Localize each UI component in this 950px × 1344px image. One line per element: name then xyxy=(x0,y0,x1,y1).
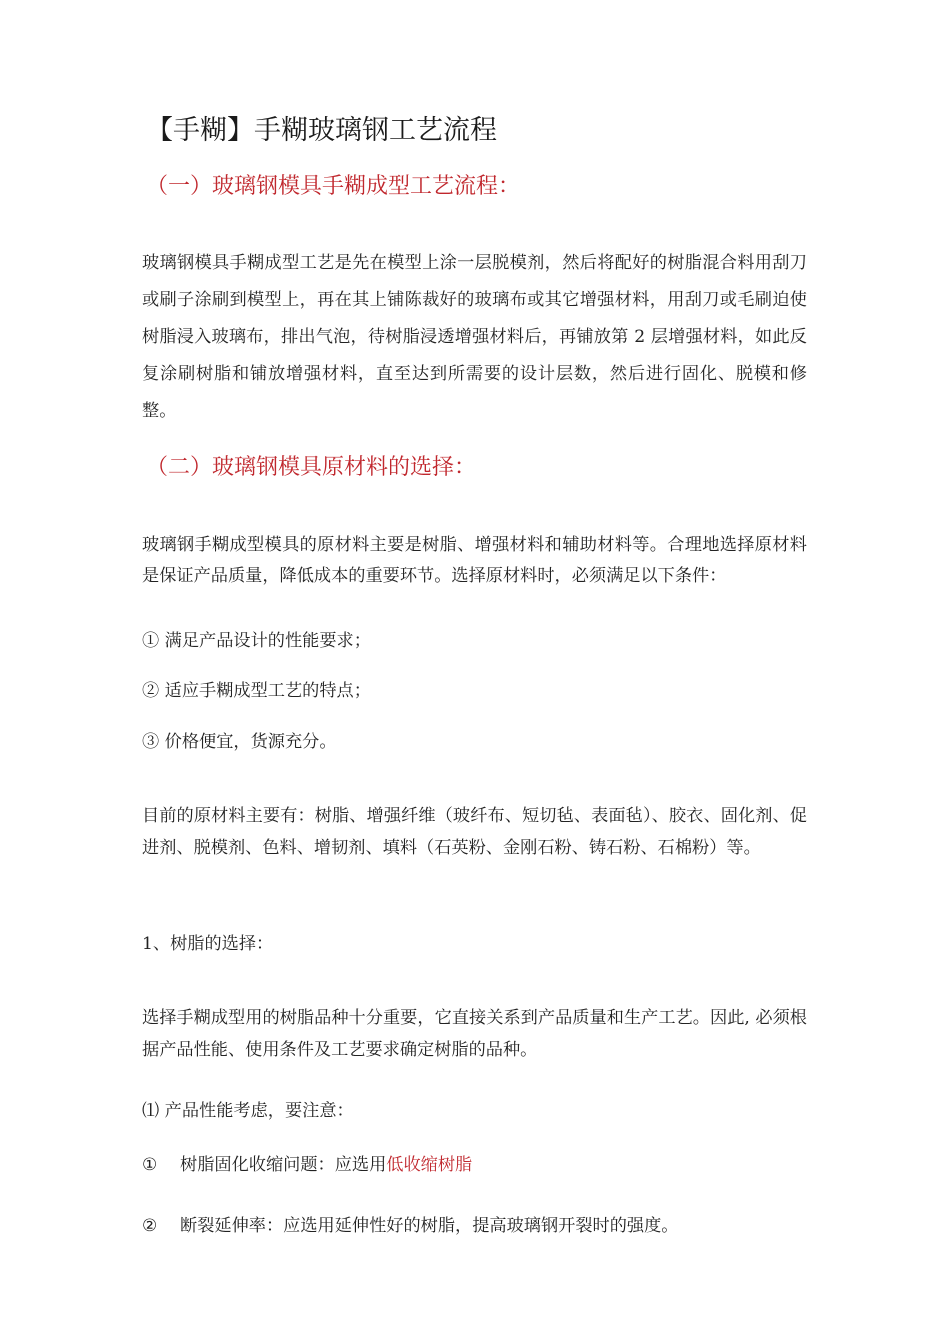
product-performance-subheading: ⑴ 产品性能考虑，要注意： xyxy=(142,1101,354,1121)
item-2-number: ② xyxy=(142,1216,158,1236)
performance-item-2 xyxy=(142,1211,678,1241)
item-1-text: 树脂固化收缩问题：应选用 xyxy=(180,1155,387,1175)
section-2-heading: （二）玻璃钢模具原材料的选择： xyxy=(146,455,477,480)
condition-1: ① 满足产品设计的性能要求； xyxy=(142,631,371,651)
section-2-intro: 玻璃钢手糊成型模具的原材料主要是树脂、增强材料和辅助材料等。合理地选择原材料是保证产品质量，降低成本的重要环节。选择原材料时，必须满足以下条件： xyxy=(142,535,807,586)
section-1-body: 玻璃钢模具手糊成型工艺是先在模型上涂一层脱模剂，然后将配好的树脂混合料用刮刀或刷子涂刷到模型上，再在其上铺陈裁好的玻璃布或其它增强材料，用刮刀或毛刷迫使树脂浸入玻璃布，排出气泡，待树脂浸透增强材料后，再铺放第 2 层增强材料，如此反复涂刷树脂和铺放增强材料，直至达到所需要的设计层数，然后进行固化、脱模和修整。 xyxy=(142,253,807,421)
materials-paragraph: 目前的原材料主要有：树脂、增强纤维（玻纤布、短切毡、表面毡）、胶衣、固化剂、促进剂、脱模剂、色料、增韧剂、填料（石英粉、金刚石粉、铸石粉、石棉粉）等。 xyxy=(142,806,807,858)
document-title: 【手糊】手糊玻璃钢工艺流程 xyxy=(146,115,497,146)
resin-body: 选择手糊成型用的树脂品种十分重要，它直接关系到产品质量和生产工艺。因此, 必须根据产品性能、使用条件及工艺要求确定树脂的品种。 xyxy=(142,1008,807,1060)
item-1-highlight: 低收缩树脂 xyxy=(386,1155,473,1175)
item-2-text: 断裂延伸率：应选用延伸性好的树脂，提高玻璃钢开裂时的强度。 xyxy=(180,1216,679,1236)
section-1-heading: （一）玻璃钢模具手糊成型工艺流程： xyxy=(146,174,521,199)
condition-2: ② 适应手糊成型工艺的特点； xyxy=(142,681,371,701)
item-1-number: ① xyxy=(142,1155,158,1175)
condition-3: ③ 价格便宜，货源充分。 xyxy=(142,732,337,752)
performance-item-1 xyxy=(142,1150,472,1180)
resin-heading: 1、树脂的选择： xyxy=(142,934,274,954)
